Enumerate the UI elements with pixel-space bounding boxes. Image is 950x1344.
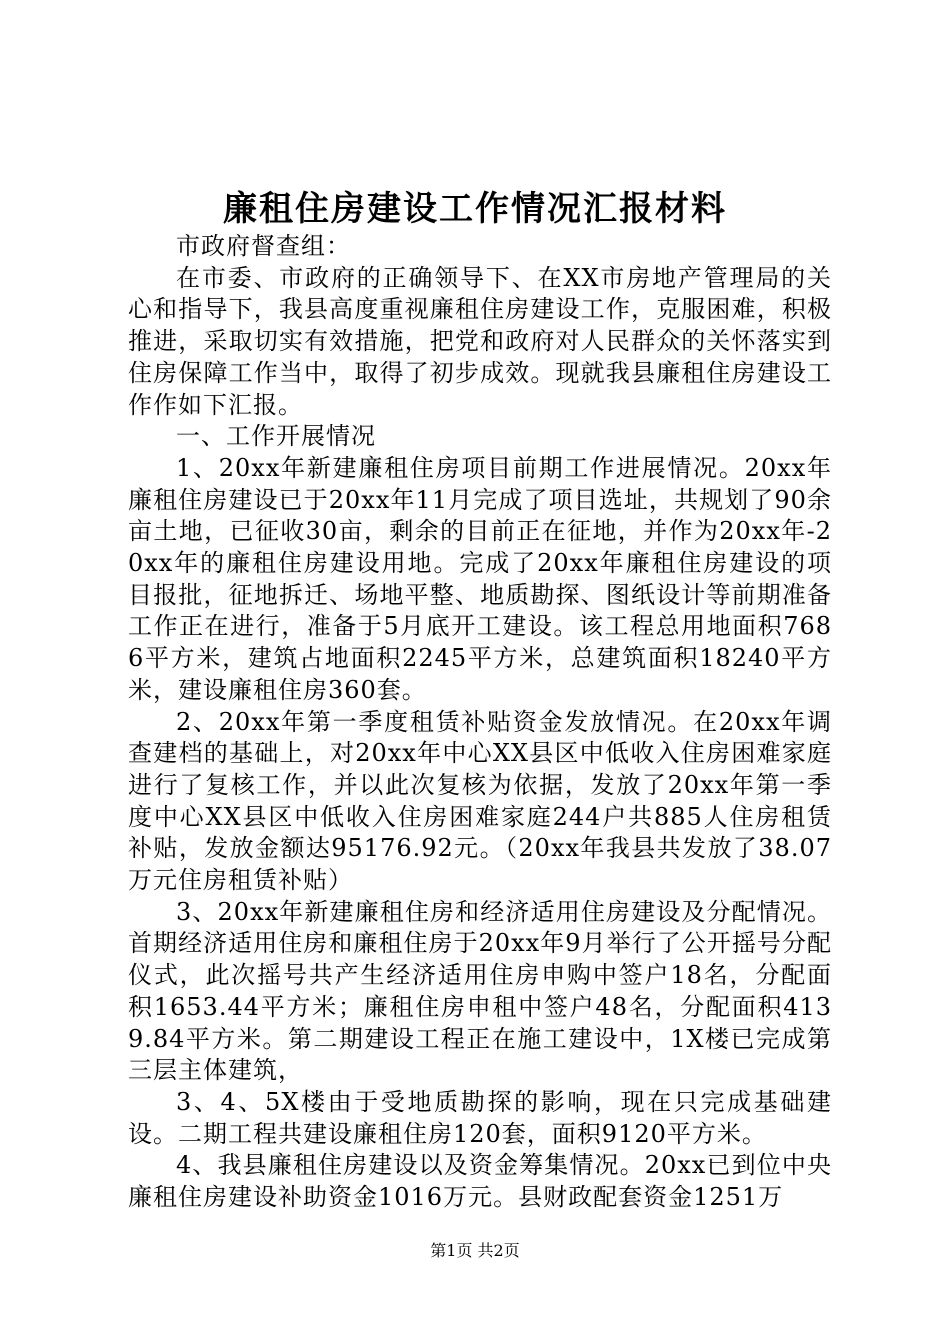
intro-paragraph: 在市委、市政府的正确领导下、在XX市房地产管理局的关心和指导下，我县高度重视廉租住房建设工作，克服困难，积极推进，采取切实有效措施，把党和政府对人民群众的关怀落实到住房保障工作当中，取得了初步成效。现就我县廉租住房建设工作作如下汇报。 [128, 263, 832, 419]
item-3-continued-paragraph: 3、4、5X楼由于受地质勘探的影响，现在只完成基础建设。二期工程共建设廉租住房120套，面积9120平方米。 [128, 1087, 832, 1148]
item-4-paragraph: 4、我县廉租住房建设以及资金筹集情况。20xx已到位中央廉租住房建设补助资金1016万元。县财政配套资金1251万 [128, 1151, 832, 1212]
document-title: 廉租住房建设工作情况汇报材料 [223, 189, 727, 229]
item-3-paragraph: 3、20xx年新建廉租住房和经济适用住房建设及分配情况。首期经济适用住房和廉租住房于20xx年9月举行了公开摇号分配仪式，此次摇号共产生经济适用住房申购中签户18名，分配面积1653.44平方米；廉租住房申租中签户48名，分配面积4139.84平方米。第二期建设工程正在施工建设中，1X楼已完成第三层主体建筑， [128, 897, 832, 1085]
section-heading: 一、工作开展情况 [176, 422, 376, 451]
item-2-paragraph: 2、20xx年第一季度租赁补贴资金发放情况。在20xx年调查建档的基础上，对20xx年中心XX县区中低收入住房困难家庭进行了复核工作，并以此次复核为依据，发放了20xx年第一季度中心XX县区中低收入住房困难家庭244户共885人住房租赁补贴，发放金额达95176.92元。（20xx年我县共发放了38.07万元住房租赁补贴） [128, 707, 832, 895]
page-footer: 第1页 共2页 [430, 1241, 520, 1260]
salutation-paragraph: 市政府督查组： [176, 232, 351, 260]
document-body [128, 231, 832, 1214]
item-1-paragraph: 1、20xx年新建廉租住房项目前期工作进展情况。20xx年廉租住房建设已于20xx年11月完成了项目选址，共规划了90余亩土地，已征收30亩，剩余的目前正在征地，并作为20xx年-20xx年的廉租住房建设用地。完成了20xx年廉租住房建设的项目报批，征地拆迁、场地平整、地质勘探、图纸设计等前期准备工作正在进行，准备于5月底开工建设。该工程总用地面积7686平方米，建筑占地面积2245平方米，总建筑面积18240平方米，建设廉租住房360套。 [128, 453, 832, 704]
